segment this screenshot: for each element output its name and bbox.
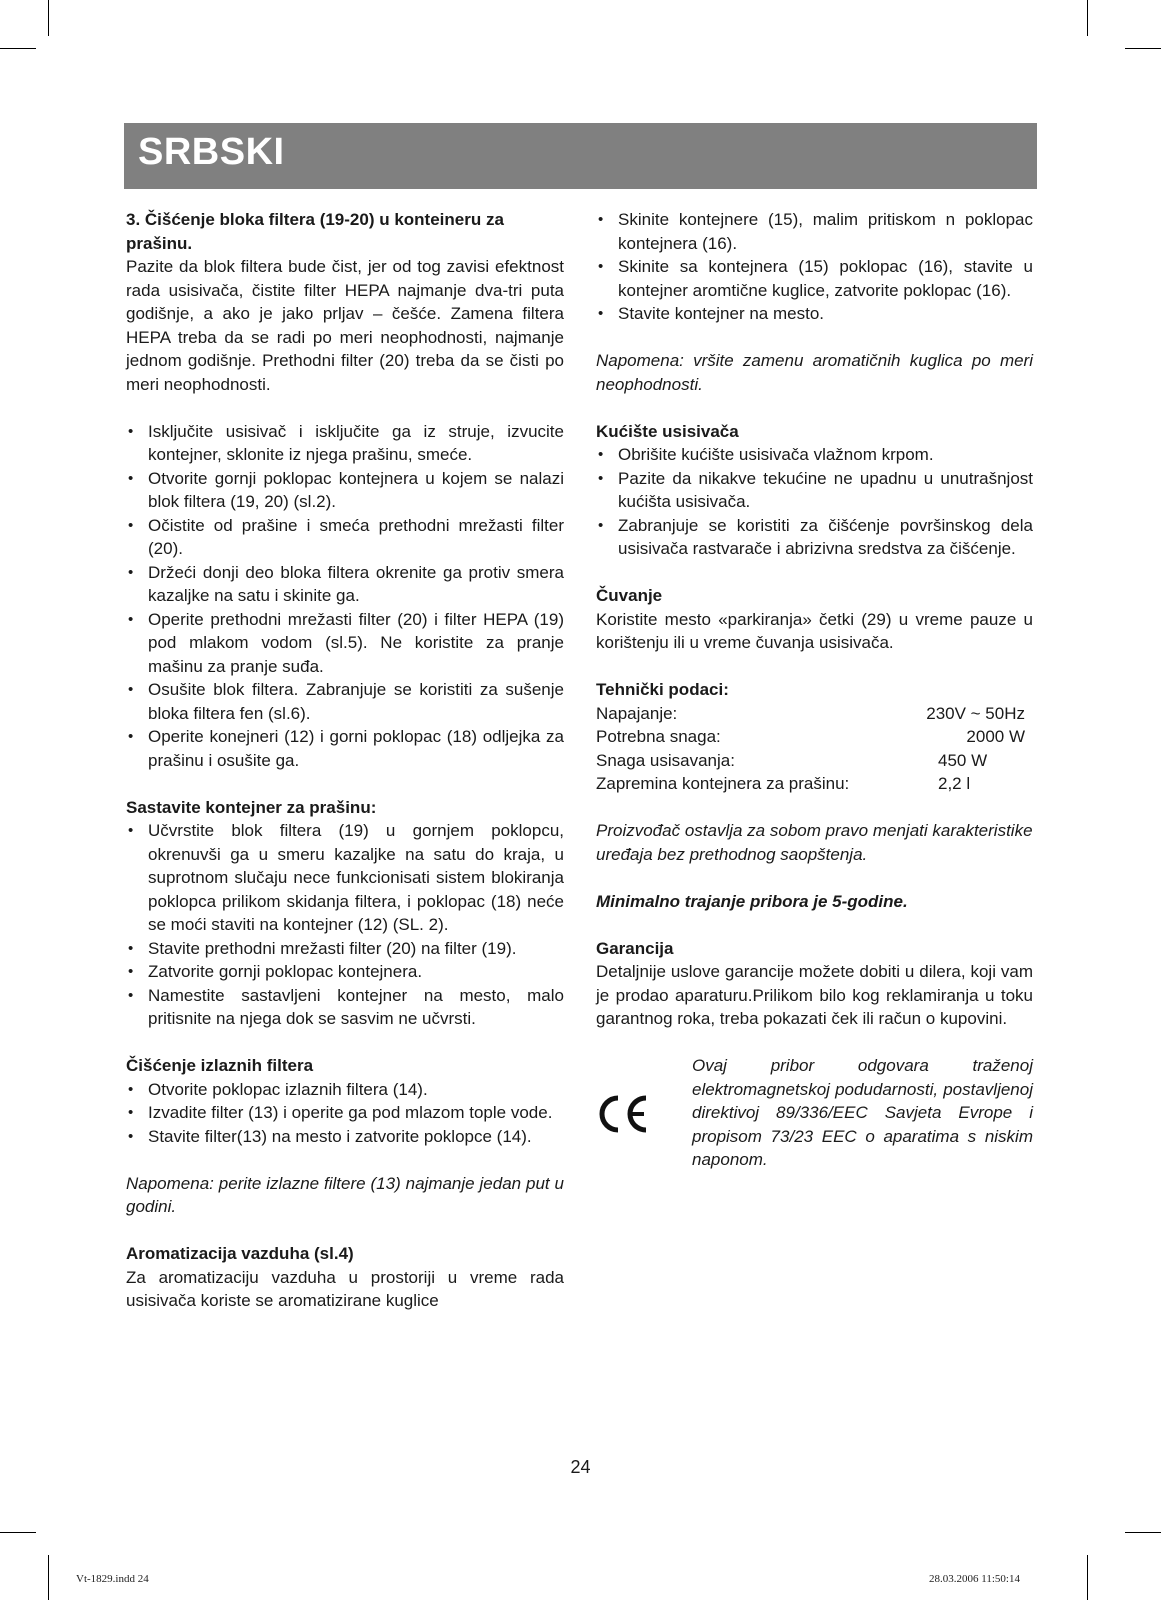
bullet-icon: • (598, 516, 604, 534)
section-heading: Aromatizacija vazduha (sl.4) (126, 1244, 354, 1263)
bullet-list (126, 1078, 564, 1149)
spec-row (596, 772, 1033, 796)
list-item: • Skinite sa kontejnera (15) poklopac (16), stavite u kontejner aromtične kuglice, zatvorite poklopac (16). (598, 257, 1033, 300)
crop-mark (1125, 1532, 1161, 1533)
list-item: • Namestite sastavljeni kontejner na mesto, malo pritisnite na njega dok se sasvim ne učvrsti. (128, 985, 564, 1028)
list-item: • Otvorite gornji poklopac kontejnera u kojem se nalazi blok filtera (19, 20) (sl.2). (128, 468, 564, 511)
bullet-icon: • (128, 469, 134, 487)
list-item: • Isključite usisivač i isključite ga iz struje, izvucite kontejner, sklonite iz njega prašinu, smeće. (128, 421, 564, 464)
note-exhaust (126, 1172, 564, 1219)
section-heading: Čuvanje (596, 586, 663, 605)
list-item: • Zabranjuje se koristiti za čišćenje površinskog dela usisivača rastvarače i abrizivna sredstva za čišćenje. (598, 515, 1033, 558)
bullet-icon: • (128, 1104, 134, 1121)
crop-mark (1087, 0, 1088, 36)
section-heading: Kućište usisivača (596, 421, 739, 441)
section-heading: 3. Čišćenje bloka filtera (19-20) u konteineru za prašinu. (126, 210, 504, 253)
ce-mark-icon (596, 1054, 692, 1141)
spec-label: Snaga usisavanja: (596, 750, 735, 770)
section-heading: Garancija (596, 938, 674, 958)
section-storage (596, 584, 1033, 655)
section-assemble-container (126, 796, 564, 1031)
bullet-list (126, 819, 564, 1031)
bullet-icon: • (598, 446, 604, 463)
crop-mark (0, 48, 36, 49)
bullet-icon: • (128, 1127, 134, 1145)
left-column (126, 208, 564, 1336)
list-item: • Operite prethodni mrežasti filter (20) i filter HEPA (19) pod mlakom vodom (sl.5). Ne koristite za pranje mašinu za pranje suđa. (128, 609, 564, 676)
bullet-icon: • (128, 822, 134, 839)
bullet-list (596, 208, 1033, 326)
crop-mark (48, 0, 49, 36)
bullet-icon: • (128, 422, 134, 440)
spec-label: Zapremina kontejnera za prašinu: (596, 774, 850, 793)
paragraph: Koristite mesto «parkiranja» četki (29) u vreme pauze u korištenju ili u vreme čuvanja usisivača. (596, 609, 1033, 652)
note-text: Napomena: perite izlazne filtere (13) najmanje jedan put u godini. (126, 1173, 564, 1216)
bullet-icon: • (128, 1080, 134, 1098)
paragraph: Pazite da blok filtera bude čist, jer od tog zavisi efektnost rada usisivača, čistite filter HEPA najmanje dva-tri puta godišnje, a ako je jako prljav – češće. Zamena filtera HEPA treba da se radi po meri neophodnosti, najmanje jednom godišnje. Prethodni filter (20) treba da se čisti po meri neophodnosti. (126, 257, 564, 394)
language-header-bar (124, 123, 1037, 189)
bullet-icon: • (598, 258, 604, 275)
spec-row (596, 725, 1033, 749)
spec-label: Napajanje: (596, 703, 678, 723)
note-lifetime (596, 890, 1033, 914)
ce-text: Ovaj pribor odgovara traženoj elektromagnetskoj podudarnosti, postavljenoj direktivoj 89/336/EEC Savjeta Evrope i propisom 73/23 EEC o aparatima s niskim naponom. (692, 1056, 1033, 1169)
section-specs (596, 678, 1033, 796)
note-text: Proizvođač ostavlja za sobom pravo menjati karakteristike uređaja bez prethodnog saopštenja. (596, 821, 1033, 864)
crop-mark (1087, 1555, 1088, 1600)
list-item: • Pazite da nikakve tekućine ne upadnu u unutrašnjost kućišta usisivača. (598, 468, 1033, 511)
note-text: Napomena: vršite zamenu aromatičnih kuglica po meri neophodnosti. (596, 351, 1033, 394)
list-item: • Obrišite kućište usisivača vlažnom krpom. (596, 443, 1033, 467)
bullet-icon: • (598, 211, 604, 228)
list-item: • Stavite prethodni mrežasti filter (20) na filter (19). (126, 937, 564, 961)
list-item: • Operite konejneri (12) i gorni poklopac (18) odljejka za prašinu i osušite ga. (128, 727, 564, 770)
spec-label: Potrebna snaga: (596, 727, 721, 746)
section-aroma-steps (596, 208, 1033, 326)
list-item: • Stavite filter(13) na mesto i zatvorite poklopce (14). (126, 1125, 564, 1149)
list-item: • Držeći donji deo bloka filtera okrenite ga protiv smera kazaljke na satu i skinite ga. (128, 562, 564, 605)
ce-compliance (596, 1054, 1033, 1172)
bullet-icon: • (598, 469, 604, 487)
list-item: • Učvrstite blok filtera (19) u gornjem poklopcu, okrenuvši ga u smeru kazaljke na satu do kraja, u suprotnom slučaju nece funkcionisati sistem blokiranja poklopca prilikom skidanja filtera, i poklopac (18) neće se moći staviti na kontejner (12) (SL. 2). (128, 821, 564, 934)
bullet-icon: • (128, 610, 134, 628)
footer-timestamp: 28.03.2006 11:50:14 (929, 1573, 1020, 1585)
list-item: • Zatvorite gornji poklopac kontejnera. (126, 960, 564, 984)
bullet-icon: • (128, 681, 134, 698)
section-housing (596, 420, 1033, 561)
section-heading: Sastavite kontejner za prašinu: (126, 797, 377, 817)
note-text: Minimalno trajanje pribora je 5-godine. (596, 891, 908, 911)
note-aroma (596, 349, 1033, 396)
list-item: • Otvorite poklopac izlaznih filtera (14). (126, 1078, 564, 1102)
bullet-icon: • (128, 563, 134, 581)
section-warranty (596, 937, 1033, 1031)
crop-mark (1125, 48, 1161, 49)
list-item: • Stavite kontejner na mesto. (596, 302, 1033, 326)
note-manufacturer (596, 819, 1033, 866)
spec-row (596, 702, 1033, 726)
spec-value: 2,2 l (938, 774, 971, 793)
section-heading: Čišćenje izlaznih filtera (126, 1056, 314, 1075)
paragraph: Detaljnije uslove garancije možete dobiti u dilera, koji vam je prodao aparaturu.Prilikom bilo kog reklamiranja u toku garantnog roka, treba pokazati ček ili račun o kupovini. (596, 962, 1033, 1028)
list-item: • Očistite od prašine i smeća prethodni mrežasti filter (20). (128, 515, 564, 558)
right-column (596, 208, 1033, 1172)
spec-value: 2000 W (966, 727, 1025, 746)
bullet-list (126, 420, 564, 773)
list-item: • Skinite kontejnere (15), malim pritiskom n poklopac kontejnera (16). (598, 210, 1033, 253)
spec-value: 230V ~ 50Hz (926, 703, 1025, 723)
section-heading: Tehnički podaci: (596, 680, 729, 699)
spec-value: 450 W (938, 750, 988, 770)
section-filter-steps (126, 420, 564, 773)
list-item: • Osušite blok filtera. Zabranjuje se koristiti za sušenje bloka filtera fen (sl.6). (128, 680, 564, 723)
crop-mark (48, 1555, 49, 1600)
bullet-icon: • (128, 516, 134, 534)
list-item: • Izvadite filter (13) i operite ga pod mlazom tople vode. (126, 1101, 564, 1125)
page-number: 24 (570, 1457, 591, 1477)
bullet-icon: • (128, 728, 134, 745)
paragraph: Za aromatizaciju vazduha u prostoriji u vreme rada usisivača koriste se aromatizirane kuglice (126, 1267, 564, 1310)
section-exhaust-filters (126, 1054, 564, 1148)
section-filter-cleaning (126, 208, 564, 396)
bullet-icon: • (128, 963, 134, 980)
ce-mark-icon-svg (596, 1094, 652, 1134)
bullet-icon: • (598, 305, 604, 322)
bullet-icon: • (128, 939, 134, 957)
page-title: SRBSKI (138, 131, 285, 173)
bullet-icon: • (128, 986, 134, 1004)
bullet-list (596, 443, 1033, 561)
spec-row (596, 749, 1033, 773)
crop-mark (0, 1532, 36, 1533)
footer-file-info: Vt-1829.indd 24 (76, 1573, 149, 1585)
section-aromatization (126, 1242, 564, 1313)
